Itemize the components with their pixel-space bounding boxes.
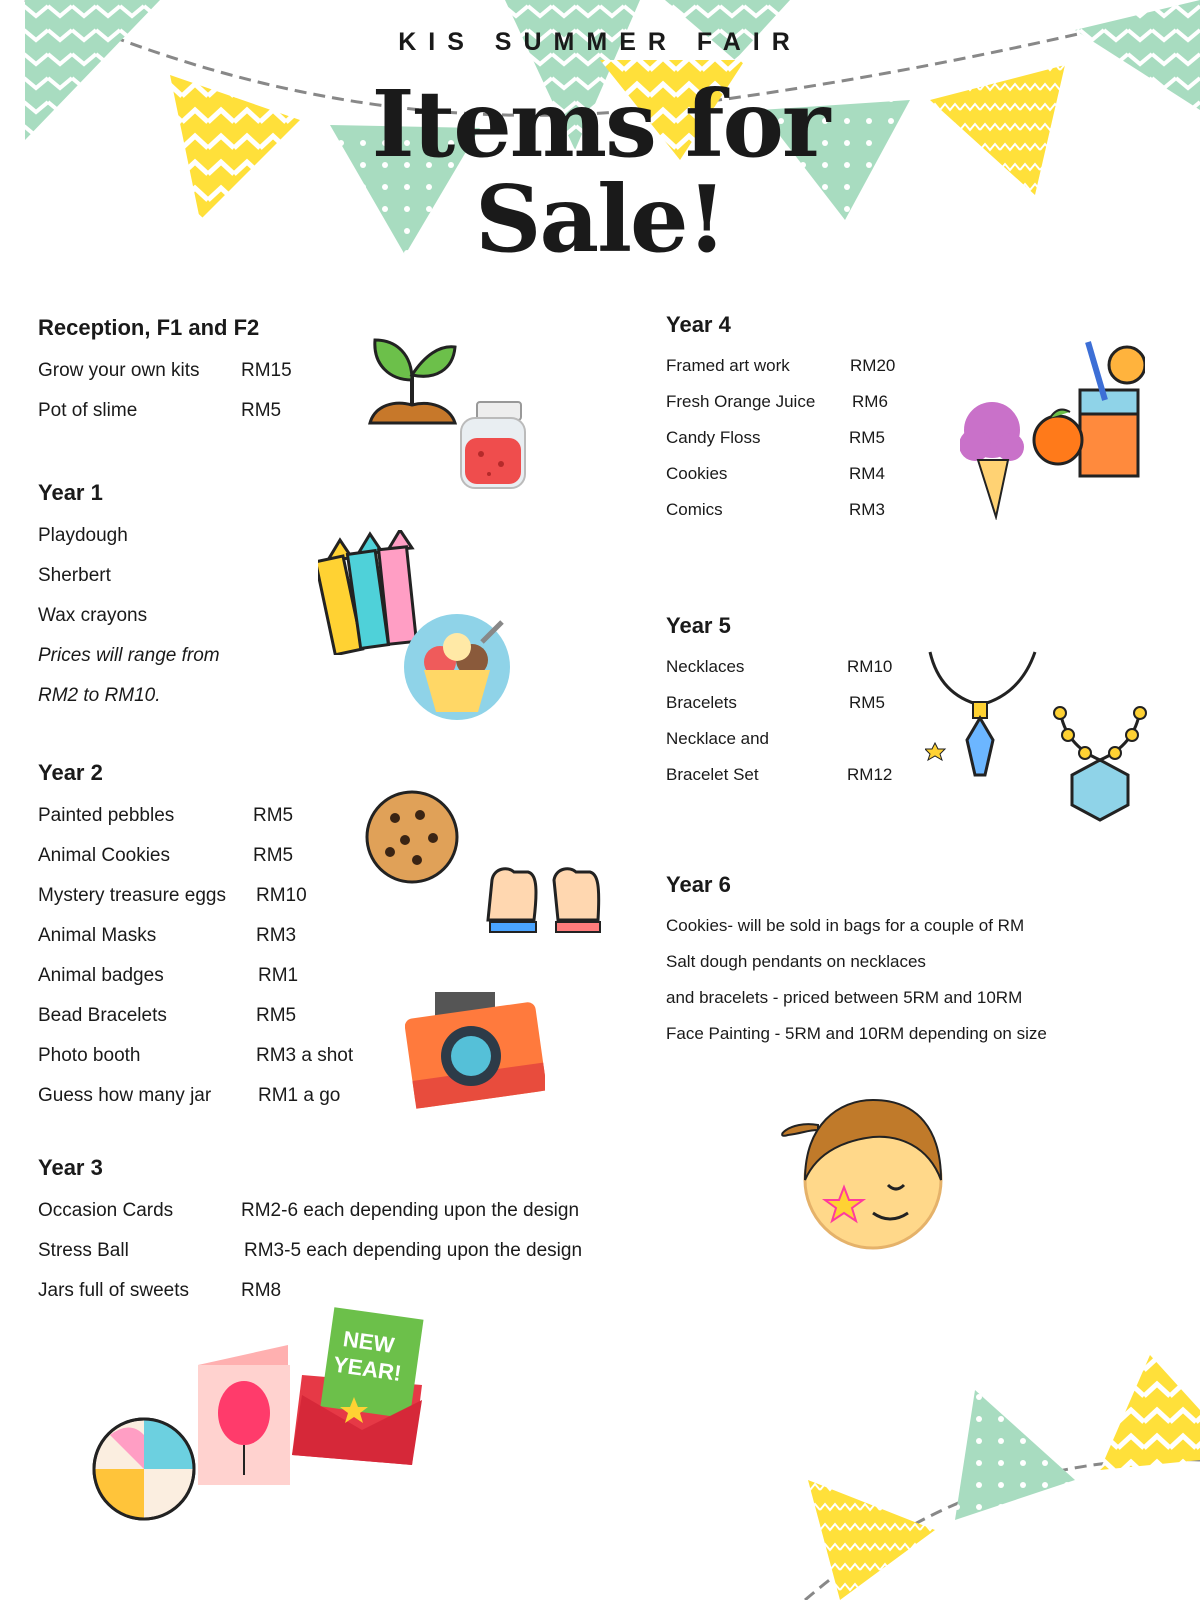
item-price: RM5 xyxy=(253,805,294,826)
item-price: RM1 xyxy=(258,965,299,986)
item-row xyxy=(38,1191,580,1231)
item-price: RM12 xyxy=(847,765,893,784)
cookie-icon xyxy=(365,790,460,885)
item-name: Bracelet Set xyxy=(666,765,759,784)
item-name: Bracelets xyxy=(666,693,737,712)
price-note: Prices will range from xyxy=(38,645,220,666)
item-price: RM2-6 each depending upon the design xyxy=(241,1200,580,1221)
item-row xyxy=(38,956,299,996)
page-title-line1: Items for xyxy=(371,70,829,178)
bracelet-hands-icon xyxy=(478,860,613,960)
item-name: Animal badges xyxy=(38,965,164,986)
item-row xyxy=(666,384,888,420)
item-row xyxy=(38,996,297,1036)
item-price: RM20 xyxy=(850,356,896,375)
item-row xyxy=(666,721,770,757)
item-price: RM5 xyxy=(849,428,885,447)
item-price: RM4 xyxy=(849,464,885,483)
item-price: RM10 xyxy=(256,885,307,906)
section-title: Year 2 xyxy=(38,760,103,785)
ice-cream-cup-icon xyxy=(402,612,512,722)
item-price: RM5 xyxy=(849,693,885,712)
item-row xyxy=(38,1076,341,1116)
item-name: Candy Floss xyxy=(666,428,761,447)
item-row xyxy=(38,1231,583,1271)
section-year5 xyxy=(666,613,893,793)
item-row xyxy=(38,876,307,916)
section-reception xyxy=(38,315,292,431)
item-name: Occasion Cards xyxy=(38,1200,174,1221)
card-text-line2: YEAR! xyxy=(331,1351,403,1386)
item-price: RM5 xyxy=(253,845,294,866)
item-price: RM3 a shot xyxy=(256,1045,354,1066)
item-name: Grow your own kits xyxy=(38,360,200,381)
item-line: Cookies- will be sold in bags for a couple of RM xyxy=(666,916,1025,935)
orange-juice-icon xyxy=(1030,340,1145,480)
section-year4 xyxy=(666,312,896,528)
item-row xyxy=(38,1036,354,1076)
section-title: Year 6 xyxy=(666,872,731,897)
item-name: Animal Masks xyxy=(38,925,157,946)
face-paint-girl-icon xyxy=(778,1085,953,1260)
item-price: RM3 xyxy=(849,500,885,519)
item-line: Sherbert xyxy=(38,565,111,586)
item-name: Pot of slime xyxy=(38,400,138,421)
item-price: RM1 a go xyxy=(258,1085,341,1106)
section-title: Year 1 xyxy=(38,480,103,505)
item-row xyxy=(666,685,885,721)
item-price: RM15 xyxy=(241,360,292,381)
item-name: Bead Bracelets xyxy=(38,1005,167,1026)
slime-jar-icon xyxy=(455,398,535,493)
item-row xyxy=(38,1271,282,1311)
item-row xyxy=(38,836,294,876)
item-line: Wax crayons xyxy=(38,605,148,626)
new-year-card-icon xyxy=(292,1305,432,1470)
item-line: Salt dough pendants on necklaces xyxy=(666,952,926,971)
item-name: Cookies xyxy=(666,464,728,483)
item-row xyxy=(666,649,893,685)
item-row xyxy=(38,351,292,391)
balloon-card-icon xyxy=(198,1345,293,1485)
section-year2 xyxy=(38,760,354,1116)
item-row xyxy=(666,348,896,384)
page-title-line2: Sale! xyxy=(475,165,725,273)
item-line: Face Painting - 5RM and 10RM depending on size xyxy=(666,1024,1047,1043)
item-name: Necklace and xyxy=(666,729,770,748)
section-title: Reception, F1 and F2 xyxy=(38,315,260,340)
card-text-line1: NEW xyxy=(341,1326,396,1358)
item-name: Guess how many jar xyxy=(38,1085,212,1106)
item-name: Stress Ball xyxy=(38,1240,129,1261)
price-note: RM2 to RM10. xyxy=(38,685,161,706)
item-name: Comics xyxy=(666,500,723,519)
item-line: and bracelets - priced between 5RM and 10RM xyxy=(666,988,1023,1007)
section-year6 xyxy=(666,872,1047,1052)
beach-ball-icon xyxy=(90,1415,198,1523)
camera-icon xyxy=(405,982,545,1112)
item-name: Necklaces xyxy=(666,657,745,676)
item-price: RM3 xyxy=(256,925,297,946)
item-name: Photo booth xyxy=(38,1045,141,1066)
item-row xyxy=(38,391,282,431)
candy-floss-icon xyxy=(960,395,1025,520)
fair-kicker: KIS SUMMER FAIR xyxy=(398,28,802,56)
section-title: Year 5 xyxy=(666,613,731,638)
item-name: Fresh Orange Juice xyxy=(666,392,816,411)
item-name: Framed art work xyxy=(666,356,790,375)
crystal-necklace-icon xyxy=(925,650,1040,780)
section-year3 xyxy=(38,1155,583,1311)
seedling-icon xyxy=(365,335,460,435)
item-name: Jars full of sweets xyxy=(38,1280,189,1301)
item-row xyxy=(38,796,294,836)
section-title: Year 4 xyxy=(666,312,731,337)
item-price: RM5 xyxy=(256,1005,297,1026)
section-year1 xyxy=(38,480,220,716)
item-row xyxy=(666,492,885,528)
section-title: Year 3 xyxy=(38,1155,103,1180)
item-name: Animal Cookies xyxy=(38,845,170,866)
item-row xyxy=(666,456,885,492)
item-price: RM5 xyxy=(241,400,282,421)
item-price: RM10 xyxy=(847,657,893,676)
item-row xyxy=(666,757,893,793)
item-price: RM8 xyxy=(241,1280,282,1301)
item-row xyxy=(38,916,297,956)
item-price: RM6 xyxy=(852,392,888,411)
hexagon-necklace-icon xyxy=(1050,705,1150,825)
item-row xyxy=(666,420,885,456)
item-price: RM3-5 each depending upon the design xyxy=(244,1240,583,1261)
item-name: Mystery treasure eggs xyxy=(38,885,226,906)
item-line: Playdough xyxy=(38,525,128,546)
item-name: Painted pebbles xyxy=(38,805,175,826)
